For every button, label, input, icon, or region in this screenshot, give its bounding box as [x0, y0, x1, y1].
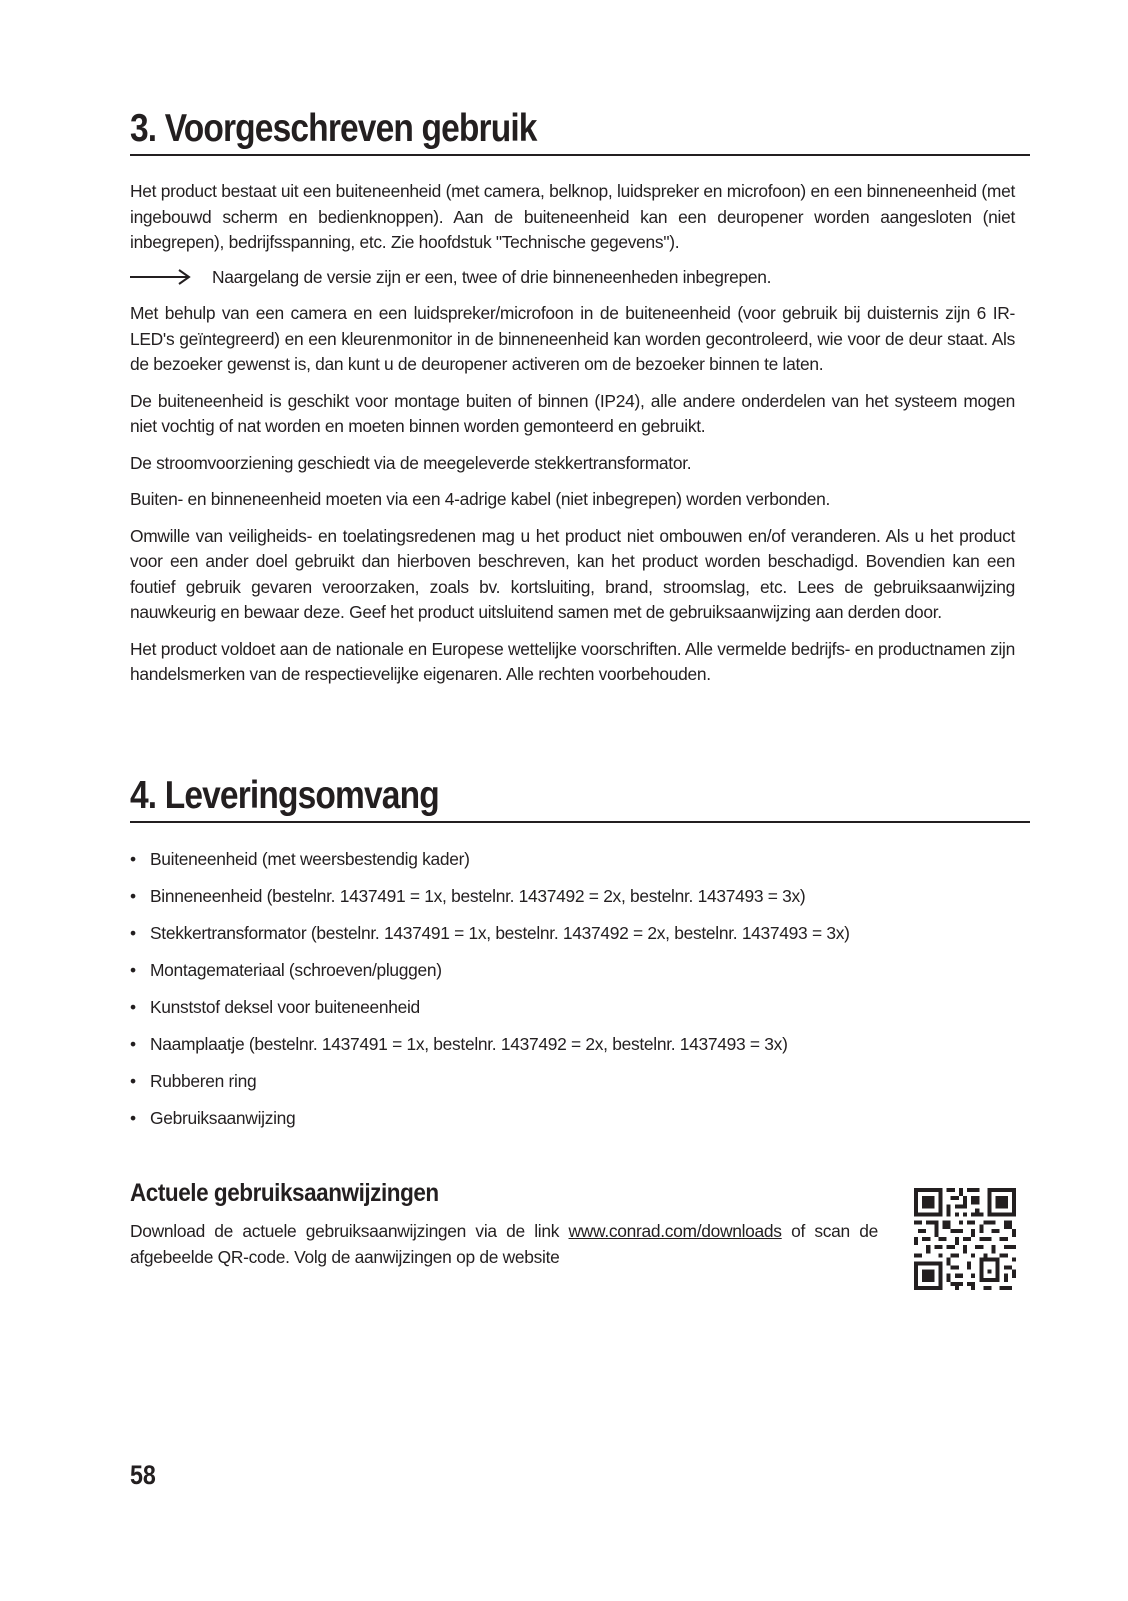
bullet: • — [130, 997, 136, 1017]
section-3-body — [130, 179, 1015, 688]
downloads-title: Actuele gebruiksaanwijzingen — [130, 1179, 439, 1207]
page-number: 58 — [130, 1460, 156, 1490]
section-3-title: 3. Voorgeschreven gebruik — [130, 107, 537, 150]
paragraph-camera-function: Met behulp van een camera en een luidspreker/microfoon in de buiteneenheid (voor gebruik bij duisternis zijn 6 IR-LED's geïntegreerd) en een kleurenmonitor in de binneneenheid kan worden gecontroleerd, wie voor de deur staat. Als de bezoeker gewenst is, dan kunt u de deuropener activeren om de bezoeker binnen te laten. — [130, 303, 1015, 374]
section-3-rule — [130, 154, 1030, 156]
paragraph-product-description: Het product bestaat uit een buiteneenheid (met camera, belknop, luidspreker en microfoon) en een binneneenheid (met ingebouwd scherm en bedienknoppen). Aan de buiteneenheid kan een deuropener worden aangesloten (niet inbegrepen), bedrijfsspanning, etc. Zie hoofdstuk "Technische gegevens"). — [130, 181, 1015, 252]
list-item: • Rubberen ring — [130, 1069, 1015, 1106]
bullet: • — [130, 1108, 136, 1128]
note-text: Naargelang de versie zijn er een, twee of drie binneneenheden inbegrepen. — [212, 266, 772, 287]
list-item: • Stekkertransformator (bestelnr. 1437491 = 1x, bestelnr. 1437492 = 2x, bestelnr. 1437493 = 3x) — [130, 921, 1015, 958]
note-row — [130, 265, 1015, 291]
list-item: • Binneneenheid (bestelnr. 1437491 = 1x, bestelnr. 1437492 = 2x, bestelnr. 1437493 = 3x) — [130, 884, 1015, 921]
list-item: • Buiteneenheid (met weersbestendig kader) — [130, 847, 1015, 884]
section-3-heading-wrap — [130, 107, 603, 151]
list-item: • Naamplaatje (bestelnr. 1437491 = 1x, bestelnr. 1437492 = 2x, bestelnr. 1437493 = 3x) — [130, 1032, 1015, 1069]
list-item: • Kunststof deksel voor buiteneenheid — [130, 995, 1015, 1032]
paragraph-safety: Omwille van veiligheids- en toelatingsredenen mag u het product niet ombouwen en/of veranderen. Als u het product voor een ander doel gebruikt dan hierboven beschreven, kan het product worden beschadigd. Bovendien kan een foutief gebruik gevaren veroorzaken, zoals bv. kortsluiting, brand, stroomslag, etc. Lees de gebruiksaanwijzing nauwkeurig en bewaar deze. Geef het product uitsluitend samen met de gebruiksaanwijzing aan derden door. — [130, 525, 1015, 622]
paragraph-mounting: De buiteneenheid is geschikt voor montage buiten of binnen (IP24), alle andere onderdelen van het systeem mogen niet vochtig of nat worden en moeten binnen worden gemonteerd en gebruikt. — [130, 390, 1015, 436]
section-4-title: 4. Leveringsomvang — [130, 774, 439, 817]
arrow-right-icon — [130, 267, 192, 287]
qr-code-icon[interactable] — [914, 1188, 1016, 1290]
list-item: • Montagemateriaal (schroeven/pluggen) — [130, 958, 1015, 995]
downloads-heading-wrap — [130, 1178, 473, 1208]
bullet: • — [130, 1034, 136, 1054]
bullet: • — [130, 923, 136, 943]
paragraph-cable: Buiten- en binneneenheid moeten via een 4-adrige kabel (niet inbegrepen) worden verbonden. — [130, 489, 831, 509]
list-item: • Gebruiksaanwijzing — [130, 1106, 1015, 1143]
section-4-rule — [130, 821, 1030, 823]
bullet: • — [130, 1071, 136, 1091]
section-4-heading-wrap — [130, 774, 489, 818]
bullet: • — [130, 960, 136, 980]
bullet: • — [130, 849, 136, 869]
delivery-list — [130, 847, 1015, 1143]
downloads-text: Download de actuele gebruiksaanwijzingen via de link www.conrad.com/downloads of scan de afgebeelde QR-code. Volg de aanwijzingen op de website — [130, 1221, 878, 1267]
paragraph-power-supply: De stroomvoorziening geschiedt via de meegeleverde stekkertransformator. — [130, 452, 692, 473]
paragraph-compliance: Het product voldoet aan de nationale en Europese wettelijke voorschriften. Alle vermelde bedrijfs- en productnamen zijn handelsmerken van de respectievelijke eigenaren. Alle rechten voorbehouden. — [130, 638, 1015, 684]
bullet: • — [130, 886, 136, 906]
downloads-link[interactable]: www.conrad.com/downloads — [568, 1221, 782, 1241]
